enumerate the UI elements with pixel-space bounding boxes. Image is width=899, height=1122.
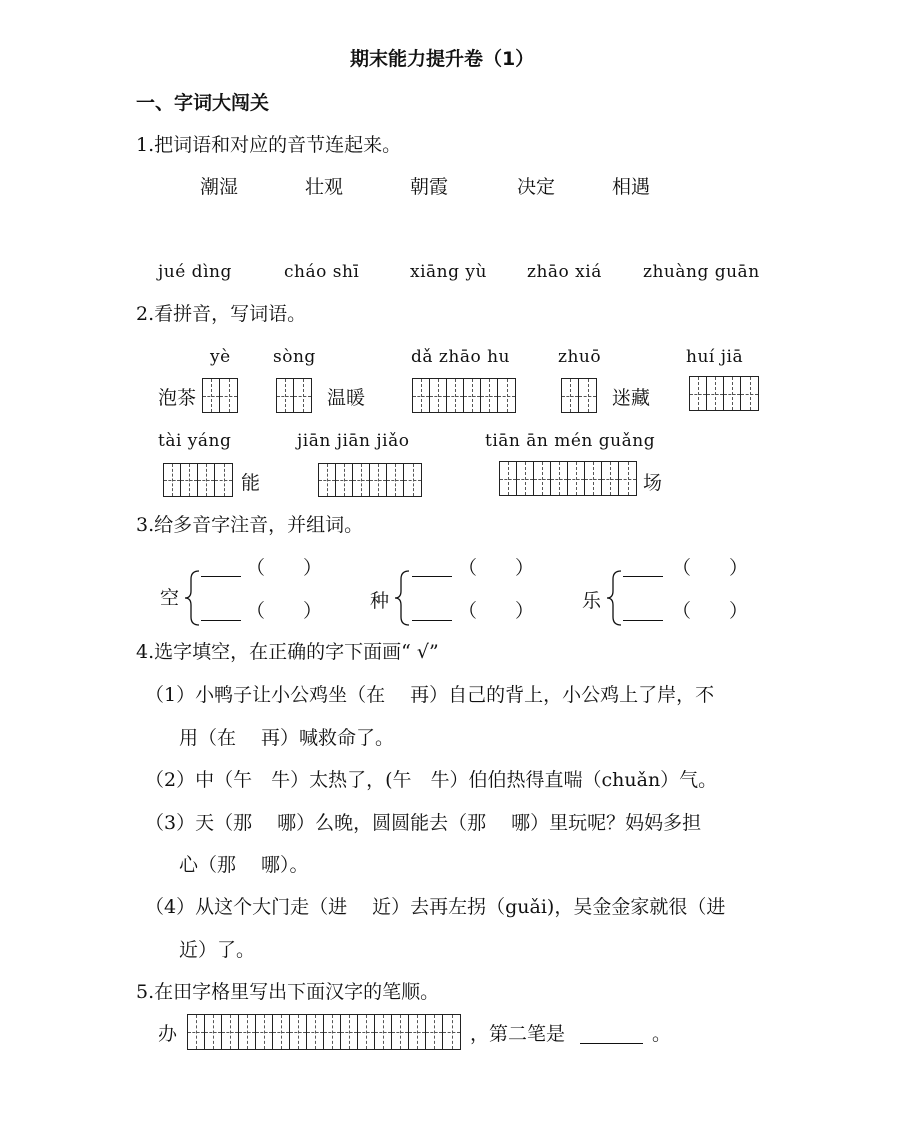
q1-word: 决定	[517, 176, 556, 198]
q1-pinyin: xiāng yù	[410, 262, 487, 282]
polyphone-char: 乐	[582, 590, 602, 612]
answer-paren[interactable]: （ ）	[246, 557, 323, 579]
q1-pinyin: cháo shī	[284, 262, 360, 282]
q2-pinyin: tài yáng	[158, 431, 232, 451]
q1-word: 相遇	[612, 176, 651, 198]
question-4-prompt: 4.选字填空，在正确的字下面画“ √”	[136, 641, 439, 663]
answer-blank[interactable]	[412, 606, 452, 621]
answer-paren[interactable]: （ ）	[246, 600, 323, 622]
q2-pinyin: dǎ zhāo hu	[411, 347, 510, 367]
q1-pinyin: zhuàng guān	[643, 262, 760, 282]
q4-line: （3）天（那 哪）么晚，圆圆能去（那 哪）里玩呢？妈妈多担	[145, 812, 702, 834]
question-3-prompt: 3.给多音字注音，并组词。	[136, 514, 364, 536]
stroke-order-grid[interactable]	[187, 1014, 461, 1050]
q2-pinyin: zhuō	[558, 347, 602, 367]
q2-given-word: 能	[241, 472, 261, 494]
stroke-order-char: 办	[158, 1023, 178, 1045]
answer-blank[interactable]	[412, 562, 452, 577]
q1-word: 朝霞	[410, 176, 449, 198]
q1-pinyin: jué dìng	[158, 262, 232, 282]
writing-grid[interactable]	[318, 463, 422, 497]
q2-pinyin: huí jiā	[686, 347, 744, 367]
q1-pinyin: zhāo xiá	[527, 262, 602, 282]
answer-paren[interactable]: （ ）	[458, 557, 535, 579]
answer-blank[interactable]	[623, 562, 663, 577]
writing-grid[interactable]	[412, 378, 516, 413]
q2-pinyin: jiān jiān jiǎo	[297, 431, 410, 451]
q1-word: 壮观	[305, 176, 344, 198]
q2-given-word: 迷藏	[612, 387, 651, 409]
question-5-prompt: 5.在田字格里写出下面汉字的笔顺。	[136, 981, 440, 1003]
writing-grid[interactable]	[202, 378, 238, 413]
question-2-prompt: 2.看拼音，写词语。	[136, 303, 307, 325]
q4-line: （2）中（午 牛）太热了，(午 牛）伯伯热得直喘（chuǎn）气。	[145, 769, 718, 791]
q4-line: （1）小鸭子让小公鸡坐（在 再）自己的背上，小公鸡上了岸，不	[145, 684, 715, 706]
q2-pinyin: yè	[210, 347, 231, 367]
q4-line: 近）了。	[179, 939, 256, 961]
q2-pinyin: sòng	[273, 347, 316, 367]
polyphone-char: 空	[160, 587, 180, 609]
q2-given-word: 场	[643, 472, 663, 494]
brace-icon	[393, 569, 413, 627]
page-title: 期末能力提升卷（1）	[350, 48, 535, 70]
answer-paren[interactable]: （ ）	[672, 600, 749, 622]
writing-grid[interactable]	[561, 378, 597, 413]
answer-blank[interactable]	[580, 1028, 643, 1044]
polyphone-char: 种	[370, 590, 390, 612]
answer-blank[interactable]	[201, 606, 241, 621]
brace-icon	[183, 569, 203, 627]
q2-given-word: 泡茶	[158, 387, 197, 409]
answer-paren[interactable]: （ ）	[458, 600, 535, 622]
q4-line: 心（那 哪）。	[179, 854, 309, 876]
writing-grid[interactable]	[499, 461, 637, 496]
answer-blank[interactable]	[201, 562, 241, 577]
section-heading: 一、字词大闯关	[136, 92, 270, 114]
brace-icon	[605, 569, 625, 627]
writing-grid[interactable]	[689, 376, 759, 411]
q5-tail-text: ，第二笔是	[470, 1023, 566, 1045]
q5-tail-period: 。	[652, 1023, 672, 1045]
answer-blank[interactable]	[623, 606, 663, 621]
answer-paren[interactable]: （ ）	[672, 557, 749, 579]
writing-grid[interactable]	[276, 378, 312, 413]
writing-grid[interactable]	[163, 463, 233, 497]
q2-given-word: 温暖	[327, 387, 366, 409]
q2-pinyin: tiān ān mén guǎng	[485, 431, 656, 451]
q4-line: （4）从这个大门走（进 近）去再左拐（guǎi)，吴金金家就很（进	[145, 896, 726, 918]
q1-word: 潮湿	[200, 176, 239, 198]
question-1-prompt: 1.把词语和对应的音节连起来。	[136, 134, 402, 156]
q4-line: 用（在 再）喊救命了。	[179, 727, 395, 749]
